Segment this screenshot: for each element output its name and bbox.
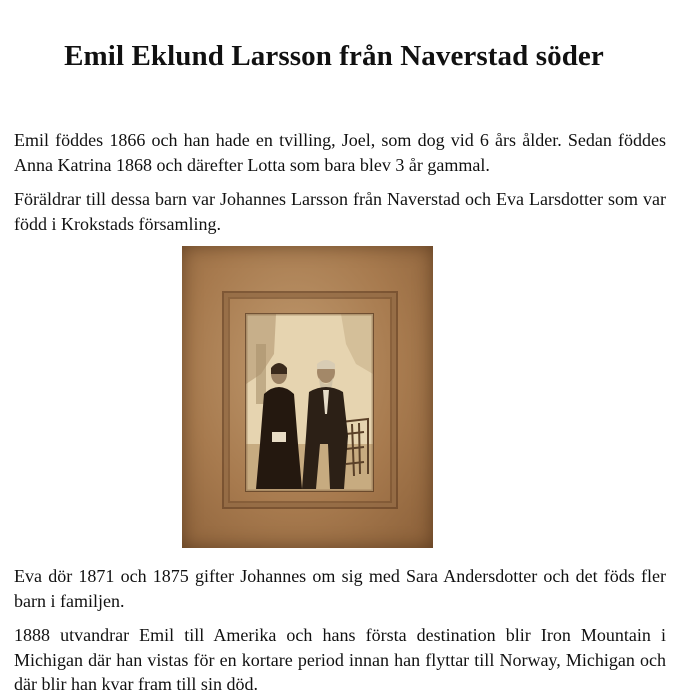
couple-portrait-image	[246, 314, 373, 491]
paragraph-1: Emil föddes 1866 och han hade en tvilling, Joel, som dog vid 6 års ålder. Sedan föddes Anna Katrina 1868 och därefter Lotta som bara blev 3 år gammal.	[14, 130, 666, 175]
page-title: Emil Eklund Larsson från Naverstad söder	[64, 40, 604, 72]
photo-print-couple	[246, 314, 373, 491]
paragraph-2: Föräldrar till dessa barn var Johannes Larsson från Naverstad och Eva Larsdotter som var född i Krokstads församling.	[14, 189, 666, 234]
paragraph-4: 1888 utvandrar Emil till Amerika och hans första destination blir Iron Mountain i Michigan där han vistas för en kortare period innan han flyttar till Norway, Michigan och där blir han kvar fram till sin död.	[14, 625, 666, 694]
paragraph-3: Eva dör 1871 och 1875 gifter Johannes om sig med Sara Andersdotter och det föds fler barn i familjen.	[14, 566, 666, 611]
vintage-photograph	[182, 246, 433, 548]
